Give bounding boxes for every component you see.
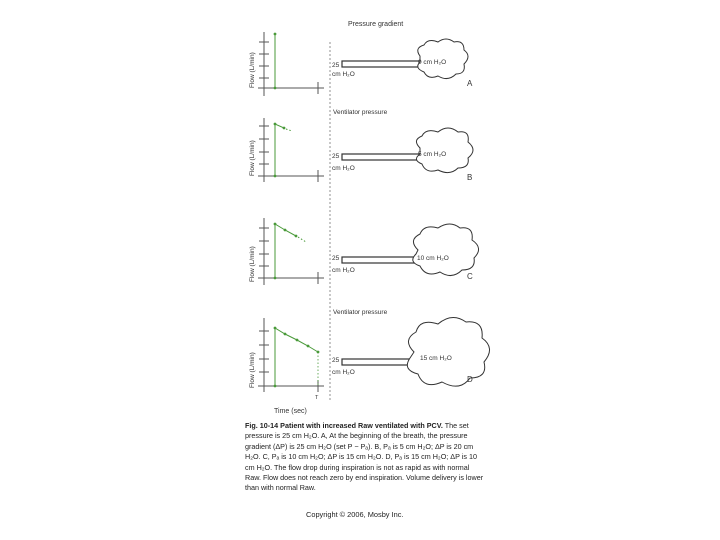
y-axis-label: Flow (L/min): [249, 140, 256, 176]
panel-b: [249, 118, 473, 182]
airway-tube: [342, 359, 414, 365]
pressure-gradient-header: Pressure gradient: [348, 21, 404, 28]
alveolar-pressure: 0 cm H₂O: [418, 59, 447, 66]
t-mark: T: [315, 395, 319, 401]
ventilator-pressure-label-1: Ventilator pressure: [333, 109, 388, 116]
panel-letter: A: [467, 79, 473, 88]
set-pressure-value: 25: [332, 62, 340, 69]
airway-tube: [342, 154, 420, 160]
y-axis-label: Flow (L/min): [249, 352, 256, 388]
flow-point: [284, 333, 287, 336]
y-axis-label: Flow (L/min): [249, 52, 256, 88]
flow-point: [274, 385, 277, 388]
airway-tube: [342, 257, 420, 263]
set-pressure-value: 25: [332, 255, 340, 262]
flow-trace: [275, 224, 296, 278]
flow-point: [295, 235, 298, 238]
set-pressure-value: 25: [332, 153, 340, 160]
flow-point: [296, 339, 299, 342]
figure-caption: [245, 421, 485, 494]
alveolus-cloud: [407, 317, 489, 386]
ventilator-pressure-label-2: Ventilator pressure: [333, 309, 388, 316]
set-pressure-unit: cm H₂O: [332, 369, 355, 376]
flow-trace: [275, 328, 318, 386]
panel-c: [249, 218, 479, 285]
flow-point: [274, 175, 277, 178]
flow-trace: [275, 124, 284, 176]
flow-point: [274, 277, 277, 280]
alveolar-pressure: 5 cm H₂O: [418, 151, 447, 158]
flow-point: [283, 127, 286, 130]
flow-point: [274, 123, 277, 126]
caption-body: The set pressure is 25 cm H₂O. A, At the beginning of the breath, the pressure gradient (ΔP) is 25 cm H₂O (set P − Pₐ). B, Pₐ is 5 cm H₂O; ΔP is 20 cm H₂O. C, Pₐ is 10 cm H₂O; ΔP is 15 cm H₂O. D, Pₐ is 15 cm H₂O; ΔP is 10 cm H₂O. The flow drop during inspiration is not as rapid as with normal Raw. Flow does not reach zero by end inspiration. Volume delivery is lower than with normal Raw.: [245, 421, 484, 493]
copyright: Copyright © 2006, Mosby Inc.: [306, 510, 404, 519]
panel-letter: D: [467, 375, 473, 384]
figure-number: Fig. 10-14: [245, 421, 279, 430]
set-pressure-unit: cm H₂O: [332, 267, 355, 274]
y-axis-label: Flow (L/min): [249, 246, 256, 282]
flow-point: [274, 33, 277, 36]
time-axis-label: Time (sec): [274, 408, 307, 415]
alveolar-pressure: 15 cm H₂O: [420, 355, 452, 362]
panel-letter: C: [467, 272, 473, 281]
alveolar-pressure: 10 cm H₂O: [417, 255, 449, 262]
airway-tube: [342, 61, 420, 67]
set-pressure-unit: cm H₂O: [332, 165, 355, 172]
set-pressure-unit: cm H₂O: [332, 71, 355, 78]
flow-point: [274, 327, 277, 330]
flow-point: [307, 345, 310, 348]
flow-point: [284, 229, 287, 232]
panel-letter: B: [467, 173, 473, 182]
panel-d: [249, 317, 490, 415]
panel-a: [249, 32, 473, 96]
flow-point: [274, 87, 277, 90]
set-pressure-value: 25: [332, 357, 340, 364]
alveolus-cloud: [413, 224, 479, 276]
flow-point: [317, 351, 320, 354]
flow-point: [274, 223, 277, 226]
caption-title: Patient with increased Raw ventilated with PCV.: [280, 421, 443, 430]
